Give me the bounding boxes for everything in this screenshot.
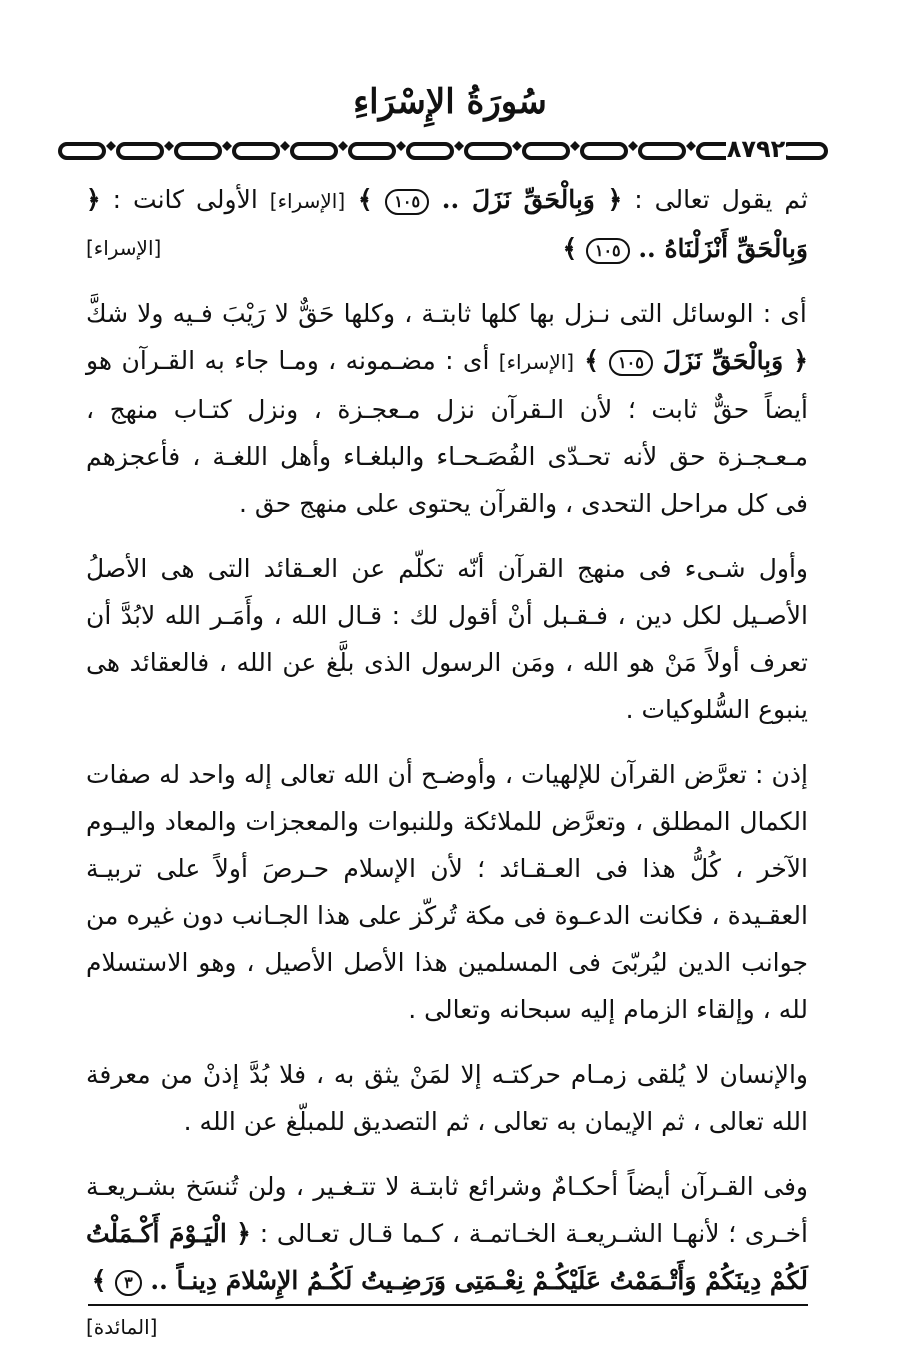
ayah-number-marker: ٣: [115, 1270, 142, 1296]
quran-verse: [345, 185, 622, 214]
ornamental-header-rule: [58, 138, 828, 164]
sura-reference: [الإسراء]: [86, 236, 162, 260]
sura-reference: [الإسراء]: [498, 350, 575, 374]
paragraph-text: أى : مضـمونه ، ومـا جاء به القـرآن هو أيضاً حقٌّ ثابت ؛ لأن الـقرآن نزل مـعجـزة ، ونزل كتـاب منهج ، مـعـجـزة حق لأنه تحـدّى الفُصَـحـاء والبلغـاء وأهل اللغـة ، فأعجزهم فى كل مراحل التحدى ، والقرآن يحتوى على منهج حق .: [86, 346, 808, 518]
quran-verse: [574, 346, 808, 375]
paragraph-5: والإنسان لا يُلقى زمـام حركتـه إلا لمَنْ يثق به ، فلا بُدَّ إذنْ من معرفة الله تعالى ، ثم الإيمان به تعالى ، ثم التصديق للمبلّغ عن الله .: [86, 1060, 808, 1136]
page-content: [86, 176, 808, 1351]
paragraph-text: أى : الوسائل التى نـزل بها كلها ثابتـة ، وكلها حَقٌّ لا رَيْبَ فـيه ولا شكَّ: [86, 299, 807, 328]
paragraph-4: إذن : تعرَّض القرآن للإلهيات ، وأوضـح أن الله تعالى إله واحد له صفات الكمال المطلق ، وتعرَّض للملائكة وللنبوات والمعجزات والمعاد واليـوم الآخر ، كُلُّ هذا فى العـقـائد ؛ لأن الإسلام حـرصَ أولاً على تربيـة العقـيدة ، فكانت الدعـوة فى مكة تُركّز على هذا الجـانب دون غيره من جوانب الدين ليُربّىَ فى المسلمين هذا الأصل الأصيل ، وهو الاستسلام لله ، وإلقاء الزمام إليه سبحانه وتعالى .: [86, 760, 808, 1024]
verse-close-bracket: ﴾: [345, 185, 386, 214]
paragraph-text: وفى القـرآن أيضاً أحكـامٌ وشرائع ثابتـة لا تتـغـير ، ولن تُنسَخ بشـريعـة أخـرى ؛ لأنهـا الشـريعـة الخـاتمـة ، كـما قـال تعـالى :: [86, 1172, 808, 1248]
ayah-number-marker: ١٠٥: [385, 189, 429, 215]
sura-reference: [الإسراء]: [269, 189, 346, 213]
verse-close-bracket: ﴾: [91, 1266, 116, 1295]
verse-close-bracket: ﴾: [562, 234, 586, 263]
paragraph-6: [86, 1163, 808, 1339]
verse-text: ﴿ الْيَـوْمَ أَكْـمَلْتُ لَكُمْ دِينَكُمْ وَأَتْـمَمْتُ عَلَيْكُـمْ نِعْـمَتِى وَرَضِـيتُ لَكُـمُ الإِسْلامَ دِينـاً ..: [86, 1219, 808, 1295]
verse-text: ﴿ وَبِالْحَقِّ أَنْزَلْنَاهُ ..: [86, 185, 808, 263]
sura-reference: [المائدة]: [86, 1315, 158, 1339]
verse-text: ﴿ وَبِالْحَقِّ نَزَلَ ..: [429, 185, 623, 214]
paragraph-3: وأول شـىء فى منهج القرآن أنّه تكلّم عن العـقائد التى هى الأصلُ الأصـيل لكل دين ، فـقـبل أنْ أقول لك : قـال الله ، وأَمَـر الله لابُدَّ أن تعرف أولاً مَنْ هو الله ، ومَن الرسول الذى بلَّغ عن الله ، فالعقائد هى ينبوع السُّلوكيات .: [86, 554, 808, 724]
paragraph-1: [86, 176, 808, 272]
ayah-number-marker: ١٠٥: [586, 238, 630, 264]
page-number: ٨٧٩٢: [726, 135, 786, 163]
verse-text: ﴿ وَبِالْحَقِّ نَزَلَ: [652, 346, 808, 375]
sura-title: سُورَةُ الإِسْرَاءِ: [353, 82, 547, 122]
paragraph-text: الأولى كانت :: [100, 185, 258, 214]
paragraph-2: [86, 290, 808, 527]
footer-rule: [88, 1304, 808, 1306]
verse-close-bracket: ﴾: [574, 346, 610, 375]
paragraph-text: ثم يقول تعالى :: [622, 185, 808, 214]
ayah-number-marker: ١٠٥: [609, 350, 653, 376]
